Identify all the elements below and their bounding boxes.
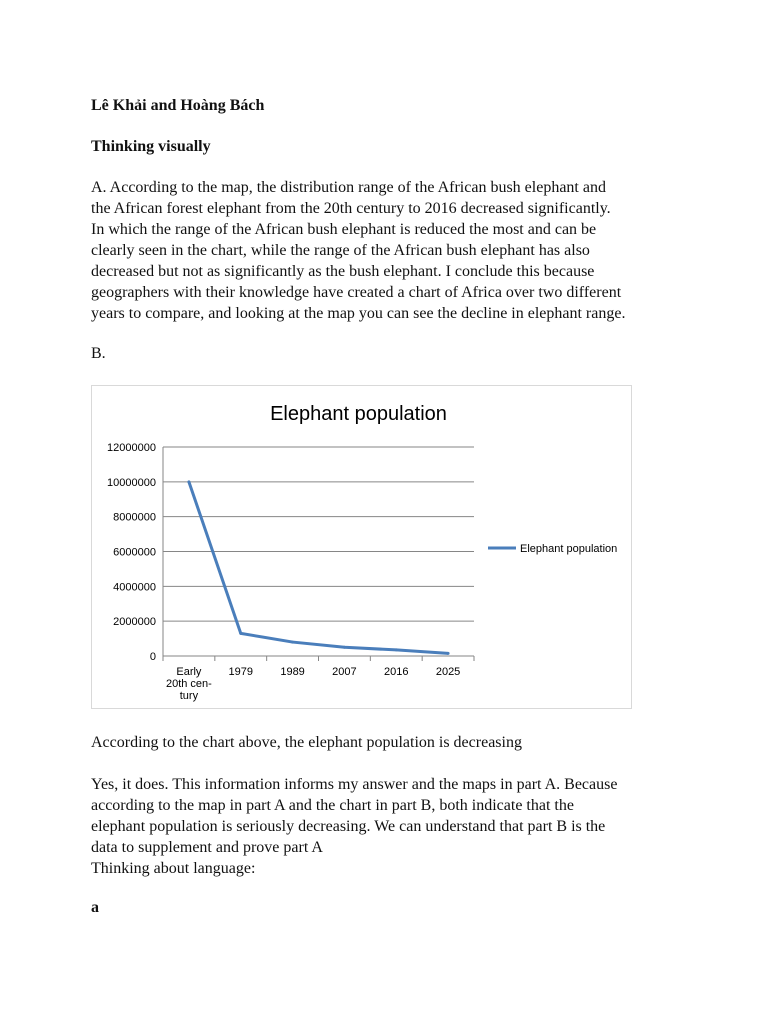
chart-canvas — [92, 386, 633, 710]
part-b-label: B. — [91, 345, 106, 362]
y-tick-label: 10000000 — [107, 476, 156, 489]
answer-line: elephant population is seriously decreasing. We can understand that part B is the — [91, 818, 606, 835]
part-a-line: clearly seen in the chart, while the range of the African bush elephant has also — [91, 242, 590, 259]
data-point — [395, 648, 398, 651]
part-a-paragraph — [91, 177, 711, 324]
section-heading-thinking-about-language: Thinking about language: — [91, 860, 256, 877]
part-a-line: decreased but not as significantly as the bush elephant. I conclude this because — [91, 263, 595, 280]
data-point — [187, 480, 190, 483]
y-tick-label: 8000000 — [113, 511, 156, 524]
section-heading-thinking-visually: Thinking visually — [91, 138, 211, 155]
data-point — [291, 641, 294, 644]
legend-label: Elephant population — [520, 543, 618, 555]
y-tick-label: 6000000 — [113, 546, 156, 559]
data-point — [239, 632, 242, 635]
part-a-line: In which the range of the African bush elephant is reduced the most and can be — [91, 221, 597, 238]
chart-title: Elephant population — [270, 403, 447, 425]
y-tick-label: 0 — [149, 651, 156, 663]
x-tick-label: 1979 — [228, 666, 253, 678]
part-a-line: years to compare, and looking at the map you can see the decline in elephant range. — [91, 305, 626, 322]
answer-line: data to supplement and prove part A — [91, 839, 323, 856]
section2-item-a: a — [91, 899, 99, 916]
y-tick-label: 12000000 — [107, 442, 156, 454]
data-point — [343, 646, 346, 649]
x-tick-label: 2016 — [384, 666, 409, 678]
series-line — [189, 482, 448, 654]
part-a-line: A. According to the map, the distribution range of the African bush elephant and — [91, 179, 606, 196]
x-tick-label: 2025 — [435, 666, 461, 678]
x-tick-label: 1989 — [280, 666, 305, 678]
y-tick-label: 2000000 — [113, 616, 156, 629]
data-point — [447, 652, 450, 655]
y-tick-label: 4000000 — [113, 581, 156, 594]
authors-line: Lê Khải and Hoàng Bách — [91, 97, 265, 114]
answer-line: Yes, it does. This information informs my answer and the maps in part A. Because — [91, 776, 618, 793]
part-a-line: the African forest elephant from the 20th century to 2016 decreased significantly. — [91, 200, 611, 217]
x-tick-label: Early 20th cen-tury — [165, 666, 212, 702]
part-a-line: geographers with their knowledge have created a chart of Africa over two different — [91, 284, 622, 301]
answer-paragraph — [91, 774, 711, 879]
chart-conclusion: According to the chart above, the elephant population is decreasing — [91, 734, 522, 751]
answer-line: according to the map in part A and the chart in part B, both indicate that the — [91, 797, 574, 814]
elephant-population-chart — [91, 385, 632, 709]
x-tick-label: 2007 — [332, 666, 357, 678]
